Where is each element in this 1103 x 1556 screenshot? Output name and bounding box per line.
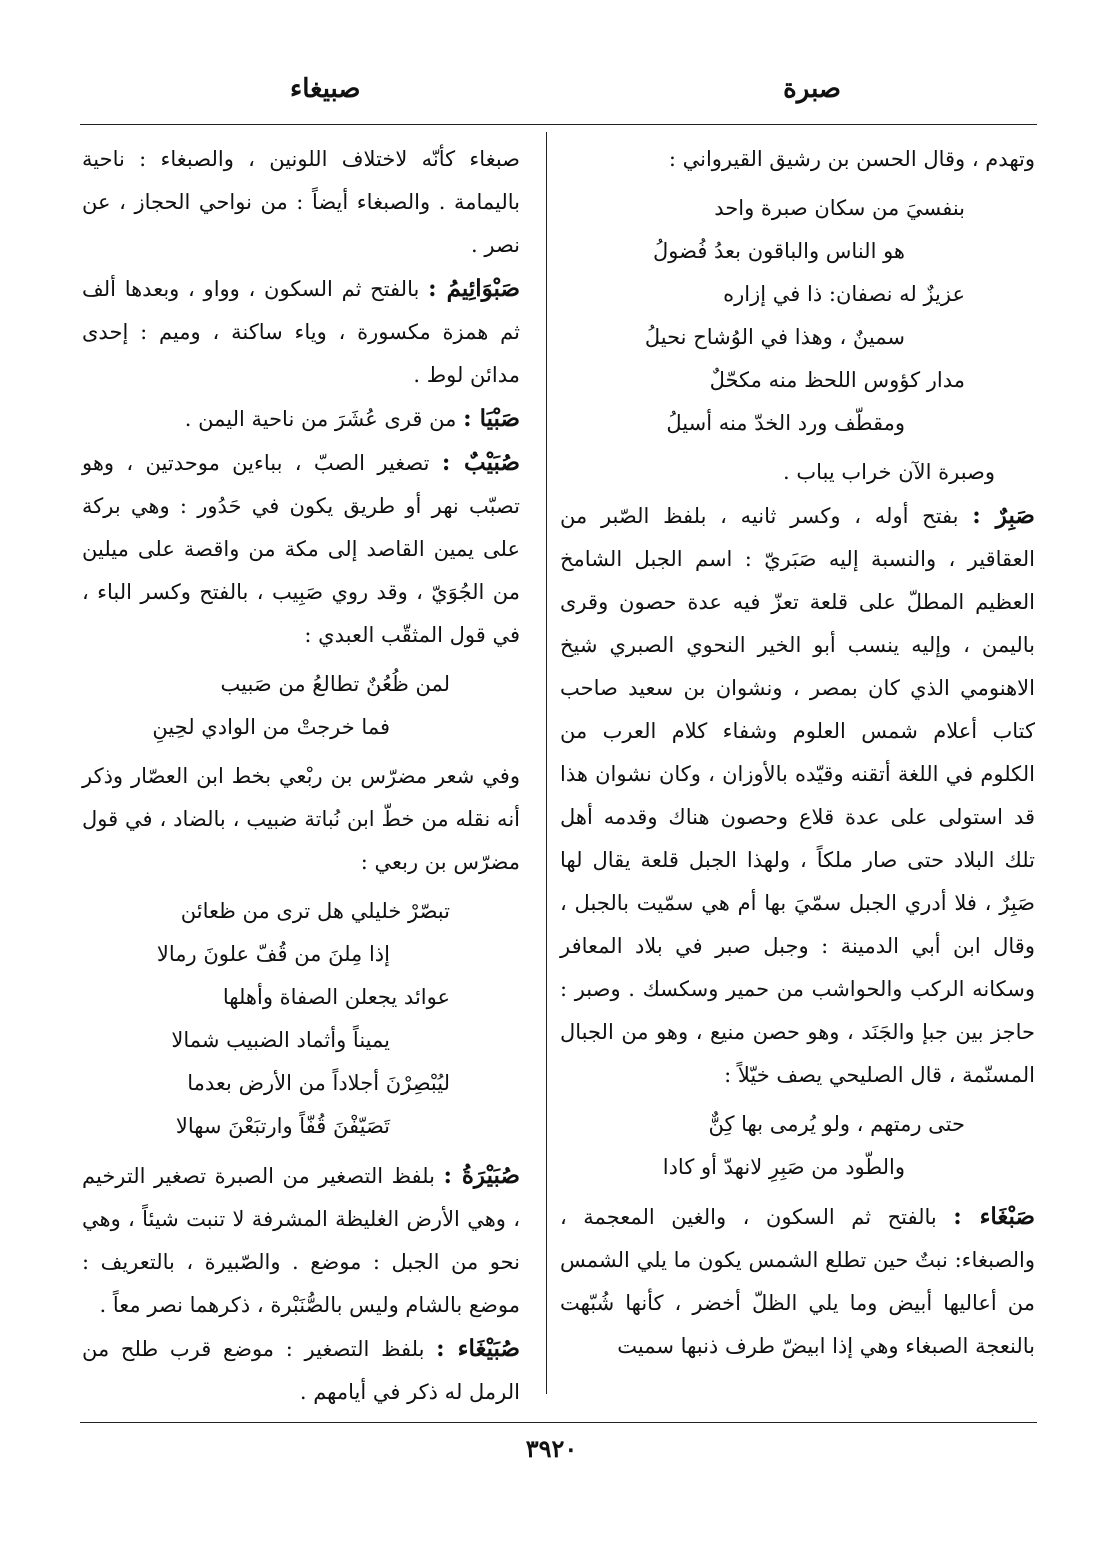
- entry-headword: صَبِرٌ :: [972, 502, 1035, 529]
- entry: [82, 1154, 520, 1327]
- paragraph: وفي شعر مضرّس بن ربْعي بخط ابن العصّار وذكر أنه نقله من خطّ ابن نُباتة ضبيب ، بالضاد ، في قول مضرّس بن ربعي :: [82, 764, 520, 874]
- verse-line: ليُبْصِرْنَ أجلاداً من الأرض بعدما: [187, 1071, 450, 1095]
- verse-line: لمن ظُعُنٌ تطالعُ من صَبيب: [220, 672, 450, 696]
- header-right-title: صبرة: [783, 74, 841, 104]
- column-divider: [546, 132, 547, 1394]
- verse-line: مدار كؤوس اللحظ منه مكحّلٌ: [709, 368, 965, 392]
- verse-line: بنفسيَ من سكان صبرة واحد: [714, 196, 965, 220]
- verse-line: سمينٌ ، وهذا في الوُشاح نحيلُ: [644, 325, 905, 349]
- header-left-title: صبيغاء: [290, 74, 361, 104]
- entry-headword: صَبْوَائِيمُ :: [428, 275, 521, 302]
- poem: [560, 1103, 1035, 1189]
- verse-line: يميناً وأثماد الضبيب شمالا: [171, 1028, 390, 1052]
- right-column: [560, 138, 1035, 1368]
- entry-text: بلفظ التصغير من الصبرة تصغير الترخيم ، وهي الأرض الغليظة المشرفة لا تنبت شيئاً ، وهي نحو من الجبل : موضع . والصّبيرة ، بالتعريف : موضع بالشام وليس بالصُّنَبْرة ، ذكرهما نصر معاً .: [82, 1164, 520, 1317]
- entry-text: تصغير الصبّ ، بباءين موحدتين ، وهو تصبّب نهر أو طريق يكون في حَدُور : وهي بركة على يمين القاصد إلى مكة من واقصة على ميلين من الجُوَيّ ، وقد روي صَبِيب ، بالفتح وكسر الباء ، في قول المثقّب العبدي :: [82, 451, 520, 647]
- entry-headword: صَبْيَا :: [463, 405, 520, 432]
- header-rule: [80, 124, 1037, 125]
- verse-line: عزيزٌ له نصفان: ذا في إزاره: [723, 282, 965, 306]
- entry: [560, 1195, 1035, 1368]
- entry-headword: صُبَيْبٌ :: [441, 449, 520, 476]
- entry: [560, 494, 1035, 1097]
- entry: [82, 397, 520, 441]
- page-number: ٣٩٢٠: [525, 1434, 578, 1463]
- verse-line: إذا مِلنَ من قُفّ علونَ رمالا: [156, 942, 390, 966]
- verse-line: ومقطّف ورد الخدّ منه أسيلُ: [666, 411, 905, 435]
- poem: [560, 187, 1035, 445]
- entry-headword: صُبَيْغَاء :: [436, 1335, 520, 1362]
- paragraph: صبغاء كأنّه لاختلاف اللونين ، والصبغاء : ناحية باليمامة . والصبغاء أيضاً : من نواحي الحجاز ، عن نصر .: [82, 147, 520, 257]
- verse-line: حتى رمتهم ، ولو يُرمى بها كِنٌّ: [708, 1112, 965, 1136]
- entry-text: بلفظ التصغير : موضع قرب طلح من الرمل له ذكر في أيامهم .: [82, 1337, 520, 1404]
- verse-line: تَصَيّفْنَ قُفّاً وارتبَعْنَ سهالا: [175, 1114, 390, 1138]
- poem: [82, 890, 520, 1148]
- entry-text: من قرى عُشَرَ من ناحية اليمن .: [184, 407, 457, 431]
- paragraph: وتهدم ، وقال الحسن بن رشيق القيرواني :: [668, 147, 1035, 171]
- verse-line: عوائد يجعلن الصفاة وأهلها: [222, 985, 450, 1009]
- entry-headword: صَبْغَاء :: [953, 1203, 1035, 1230]
- entry: [82, 1327, 520, 1414]
- verse-line: والطّود من صَبِرِ لانهدّ أو كادا: [662, 1155, 905, 1179]
- entry: [82, 441, 520, 657]
- poem: [82, 663, 520, 749]
- left-column: [82, 138, 520, 1414]
- entry: [82, 267, 520, 397]
- entry-text: بالفتح ثم السكون ، والغين المعجمة ، والصبغاء: نبتٌ حين تطلع الشمس يكون ما يلي الشمس من أعاليها أبيض وما يلي الظلّ أخضر ، كأنها شُبّهت بالنعجة الصبغاء وهي إذا ابيضّ طرف ذنبها سميت: [560, 1205, 1035, 1358]
- paragraph: وصبرة الآن خراب يباب .: [782, 460, 995, 484]
- footer-rule: [80, 1422, 1037, 1423]
- entry-headword: صُبَيْرَةُ :: [443, 1162, 520, 1189]
- verse-line: تبصّرْ خليلي هل ترى من ظعائن: [180, 899, 450, 923]
- verse-line: فما خرجتْ من الوادي لحِينِ: [152, 715, 390, 739]
- verse-line: هو الناس والباقون بعدُ فُضولُ: [653, 239, 905, 263]
- entry-text: بفتح أوله ، وكسر ثانيه ، بلفظ الصّبر من العقاقير ، والنسبة إليه صَبَريّ : اسم الجبل الشامخ العظيم المطلّ على قلعة تعزّ فيه عدة حصون وقرى باليمن ، وإليه ينسب أبو الخير النحوي الصبري شيخ الاهنومي الذي كان بمصر ، ونشوان بن سعيد صاحب كتاب أعلام شمس العلوم وشفاء كلام العرب من الكلوم في اللغة أتقنه وقيّده بالأوزان ، وكان نشوان هذا قد استولى على عدة قلاع وحصون هناك وقدمه أهل تلك البلاد حتى صار ملكاً ، ولهذا الجبل قلعة يقال لها صَبِرٌ ، فلا أدري الجبل سمّيَ بها أم هي سمّيت بالجبل ، وقال ابن أبي الدمينة : وجبل صبر في بلاد المعافر وسكانه الركب والحواشب من حمير وسكسك . وصبر : حاجز بين جبإ والجَنَد ، وهو حصن منيع ، وهو من الجبال المسنّمة ، قال الصليحي يصف خيّلاً :: [560, 504, 1035, 1087]
- entry-text: بالفتح ثم السكون ، وواو ، وبعدها ألف ثم همزة مكسورة ، وياء ساكنة ، وميم : إحدى مدائن لوط .: [82, 277, 520, 387]
